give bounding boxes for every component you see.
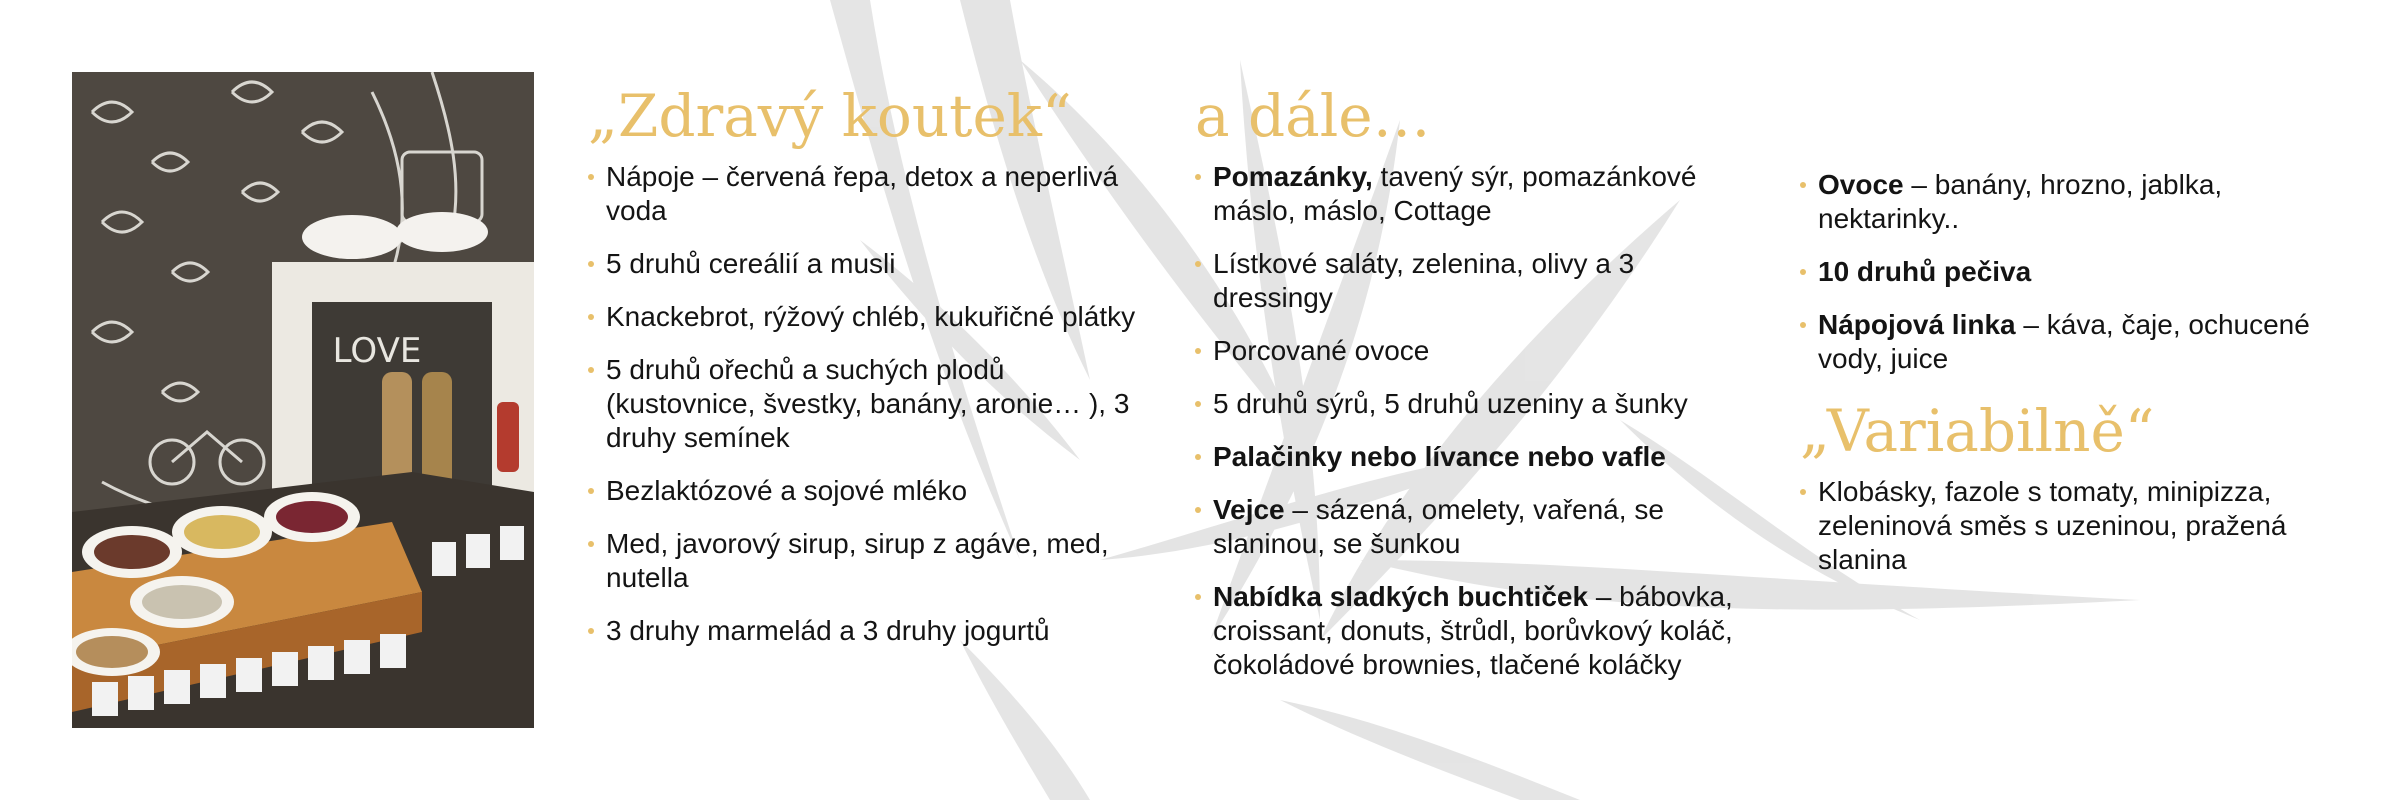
list-item: 5 druhů sýrů, 5 druhů uzeniny a šunky — [1195, 387, 1755, 421]
list-item: Nápoje – červená řepa, detox a neperlivá voda — [588, 160, 1148, 228]
variable-title: „Variabilně“ — [1800, 397, 2155, 465]
list-item: 5 druhů cereálií a musli — [588, 247, 1148, 281]
healthy-corner-title: „Zdravý koutek“ — [588, 82, 1072, 150]
further-title: a dále… — [1195, 82, 1431, 150]
list-item: Med, javorový sirup, sirup z agáve, med, nutella — [588, 527, 1148, 595]
list-item: Lístkové saláty, zelenina, olivy a 3 dressingy — [1195, 247, 1755, 315]
list-item: Nápojová linka – káva, čaje, ochucené vody, juice — [1800, 308, 2360, 376]
buffet-photo — [72, 72, 534, 728]
extra-list — [1800, 168, 2360, 376]
list-item: 3 druhy marmelád a 3 druhy jogurtů — [588, 614, 1148, 648]
list-item: Porcované ovoce — [1195, 334, 1755, 368]
photo-sign: LOVE — [332, 331, 422, 371]
list-item: Palačinky nebo lívance nebo vafle — [1195, 440, 1755, 474]
list-item: Pomazánky, tavený sýr, pomazánkové máslo, máslo, Cottage — [1195, 160, 1755, 228]
list-item: 10 druhů pečiva — [1800, 255, 2360, 289]
variable-list — [1800, 475, 2360, 577]
healthy-corner-list — [588, 160, 1148, 648]
extra-section — [1800, 160, 2360, 596]
list-item: Knackebrot, rýžový chléb, kukuřičné plátky — [588, 300, 1148, 334]
buffet-illustration — [72, 72, 534, 728]
list-item: Nabídka sladkých buchtiček – bábovka, croissant, donuts, štrůdl, borůvkový koláč, čokoládové brownies, tlačené koláčky — [1195, 580, 1755, 682]
list-item: Ovoce – banány, hrozno, jablka, nektarinky.. — [1800, 168, 2360, 236]
list-item: Klobásky, fazole s tomaty, minipizza, zeleninová směs s uzeninou, pražená slanina — [1800, 475, 2360, 577]
list-item: Vejce – sázená, omelety, vařená, se slaninou, se šunkou — [1195, 493, 1755, 561]
further-section — [1195, 80, 1755, 701]
healthy-corner-section — [588, 80, 1148, 667]
list-item: Bezlaktózové a sojové mléko — [588, 474, 1148, 508]
further-list — [1195, 160, 1755, 682]
list-item: 5 druhů ořechů a suchých plodů (kustovnice, švestky, banány, aronie… ), 3 druhy semínek — [588, 353, 1148, 455]
